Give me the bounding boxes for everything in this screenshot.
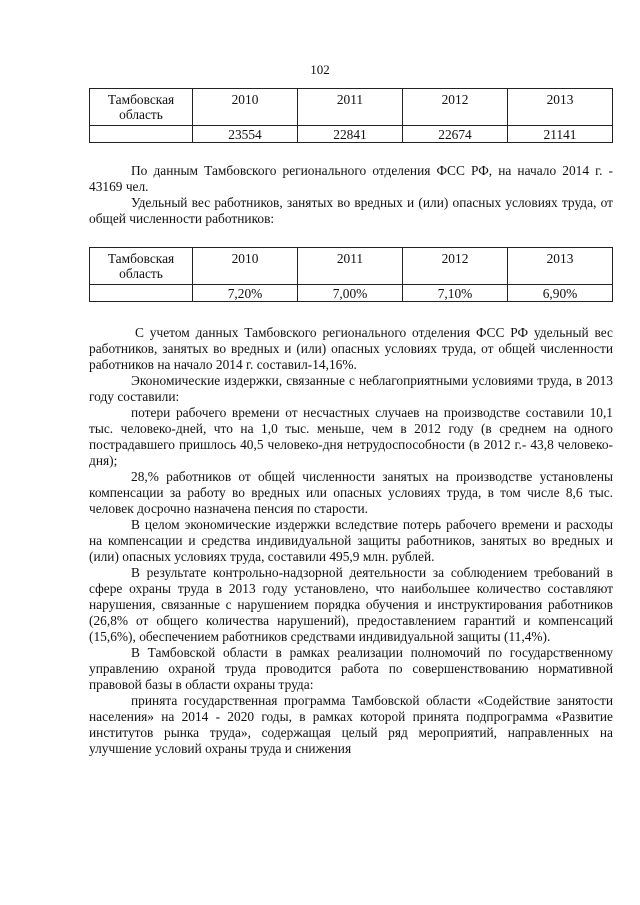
paragraph: В результате контрольно-надзорной деятельности за соблюдением требований в сфере охраны труда в 2013 году установлено, что наибольшее количество составляют нарушения, связанные с нарушением порядка обучения и инструктирования работников (26,8% от общего количества нарушений), предоставлением гарантий и компенсаций (15,6%), обеспечением работников средствами индивидуальной защиты (11,4%). bbox=[89, 565, 613, 644]
year-header: 2010 bbox=[193, 89, 298, 126]
text-block-2 bbox=[89, 325, 613, 757]
region-header: Тамбовская область bbox=[90, 89, 193, 126]
table-cell: 22674 bbox=[403, 126, 508, 143]
year-header: 2013 bbox=[508, 89, 613, 126]
paragraph: С учетом данных Тамбовского регионального отделения ФСС РФ удельный вес работников, занятых во вредных и (или) опасных условиях труда, от общей численности работников на начало 2014 г. составил-14,16%. bbox=[89, 325, 613, 372]
region-header: Тамбовская область bbox=[90, 248, 193, 285]
paragraph: По данным Тамбовского регионального отделения ФСС РФ, на начало 2014 г. - 43169 чел. bbox=[89, 163, 613, 194]
table-cell: 6,90% bbox=[508, 285, 613, 302]
empty-cell bbox=[90, 126, 193, 143]
table-row bbox=[90, 126, 613, 143]
table-header-row bbox=[90, 248, 613, 285]
table-cell: 7,10% bbox=[403, 285, 508, 302]
year-header: 2013 bbox=[508, 248, 613, 285]
paragraph: принята государственная программа Тамбовской области «Содействие занятости населения» на 2014 - 2020 годы, в рамках которой принята подпрограмма «Развитие институтов рынка труда», содержащая целый ряд мероприятий, направленных на улучшение условий охраны труда и снижения bbox=[89, 693, 613, 756]
page-number: 102 bbox=[310, 62, 330, 77]
table-cell: 7,00% bbox=[298, 285, 403, 302]
paragraph: В Тамбовской области в рамках реализации полномочий по государственному управлению охраной труда проводится работа по совершенствованию нормативной правовой базы в области охраны труда: bbox=[89, 645, 613, 692]
paragraph: 28,% работников от общей численности занятых на производстве установлены компенсации за работу во вредных или опасных условиях труда, в том числе 8,6 тыс. человек досрочно назначена пенсия по старости. bbox=[89, 469, 613, 516]
empty-cell bbox=[90, 285, 193, 302]
paragraph: В целом экономические издержки вследствие потерь рабочего времени и расходы на компенсации и средства индивидуальной защиты работников, занятых во вредных и (или) опасных условиях труда, составили 495,9 млн. рублей. bbox=[89, 517, 613, 564]
table-row bbox=[90, 285, 613, 302]
table-cell: 23554 bbox=[193, 126, 298, 143]
table-cell: 7,20% bbox=[193, 285, 298, 302]
harmful-conditions-share-table bbox=[89, 247, 613, 302]
year-header: 2011 bbox=[298, 248, 403, 285]
workers-count-table bbox=[89, 88, 613, 143]
year-header: 2012 bbox=[403, 89, 508, 126]
paragraph: потери рабочего времени от несчастных случаев на производстве составили 10,1 тыс. человеко-дней, что на 1,0 тыс. меньше, чем в 2012 году (в среднем на одного пострадавшего пришлось 40,5 человеко-дня нетрудоспособности (в 2012 г.- 43,8 человеко-дня); bbox=[89, 405, 613, 468]
year-header: 2012 bbox=[403, 248, 508, 285]
table-cell: 21141 bbox=[508, 126, 613, 143]
table-cell: 22841 bbox=[298, 126, 403, 143]
paragraph: Удельный вес работников, занятых во вредных и (или) опасных условиях труда, от общей численности работников: bbox=[89, 195, 613, 226]
text-block-1 bbox=[89, 163, 613, 227]
table-header-row bbox=[90, 89, 613, 126]
year-header: 2011 bbox=[298, 89, 403, 126]
paragraph: Экономические издержки, связанные с неблагоприятными условиями труда, в 2013 году составили: bbox=[89, 373, 613, 404]
year-header: 2010 bbox=[193, 248, 298, 285]
